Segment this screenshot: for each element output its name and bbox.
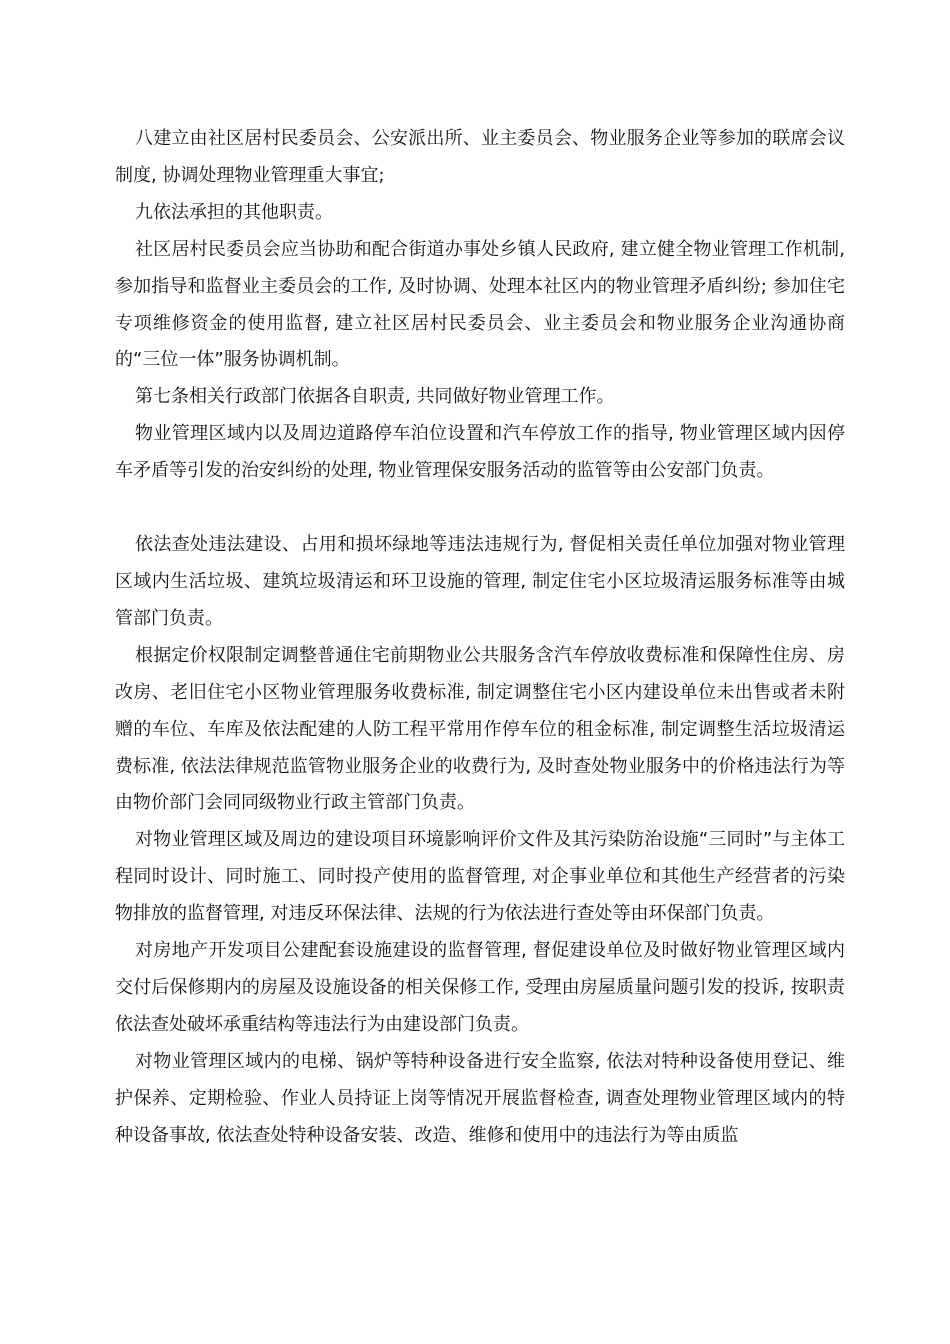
paragraph-construction: 对房地产开发项目公建配套设施建设的监督管理, 督促建设单位及时做好物业管理区域内交付后保修期内的房屋及设施设备的相关保修工作, 受理由房屋质量问题引发的投诉, 按职责依法查处破坏承重结构等违法行为由建设部门负责。 [115,940,845,1035]
paragraph-community-committee: 社区居村民委员会应当协助和配合街道办事处乡镇人民政府, 建立健全物业管理工作机制, 参加指导和监督业主委员会的工作, 及时协调、处理本社区内的物业管理矛盾纠纷; 参加住宅专项维修资金的使用监督, 建立社区居村民委员会、业主委员会和物业服务企业沟通协商的“三位一体”服务协调机制。 [115,238,845,371]
paragraph-special-equipment: 对物业管理区域内的电梯、锅炉等特种设备进行安全监察, 依法对特种设备使用登记、维护保养、定期检验、作业人员持证上岗等情况开展监督检查, 调查处理物业管理区域内的特种设备事故, 依法查处特种设备安装、改造、维修和使用中的违法行为等由质监 [115,1050,845,1146]
paragraph-pricing: 根据定价权限制定调整普通住宅前期物业公共服务含汽车停放收费标准和保障性住房、房改房、老旧住宅小区物业管理服务收费标准, 制定调整住宅小区内建设单位未出售或者未附赠的车位、车库及依法配建的人防工程平常用作停车位的租金标准, 制定调整生活垃圾清运费标准, 依法法律规范监管物业服务企业的收费行为, 及时查处物业服务中的价格违法行为等由物价部门会同同级物业行政主管部门负责。 [115,644,845,814]
paragraph-urban-management: 依法查处违法建设、占用和损坏绿地等违法违规行为, 督促相关责任单位加强对物业管理区域内生活垃圾、建筑垃圾清运和环卫设施的管理, 制定住宅小区垃圾清运服务标准等由城管部门负责。 [115,534,845,629]
document-body [115,121,845,1154]
paragraph-environmental: 对物业管理区域及周边的建设项目环境影响评价文件及其污染防治设施“三同时”与主体工程同时设计、同时施工、同时投产使用的监督管理, 对企事业单位和其他生产经营者的污染物排放的监督管理, 对违反环保法律、法规的行为依法进行查处等由环保部门负责。 [115,829,845,925]
paragraph-article-7: 第七条相关行政部门依据各自职责, 共同做好物业管理工作。 [135,386,615,408]
paragraph-item-8: 八建立由社区居村民委员会、公安派出所、业主委员会、物业服务企业等参加的联席会议制度, 协调处理物业管理重大事宜; [115,128,845,186]
paragraph-item-9: 九依法承担的其他职责。 [135,201,333,223]
paragraph-spacer [115,490,845,527]
paragraph-public-security: 物业管理区域内以及周边道路停车泊位设置和汽车停放工作的指导, 物业管理区域内因停车矛盾等引发的治安纠纷的处理, 物业管理保安服务活动的监管等由公安部门负责。 [115,423,845,482]
